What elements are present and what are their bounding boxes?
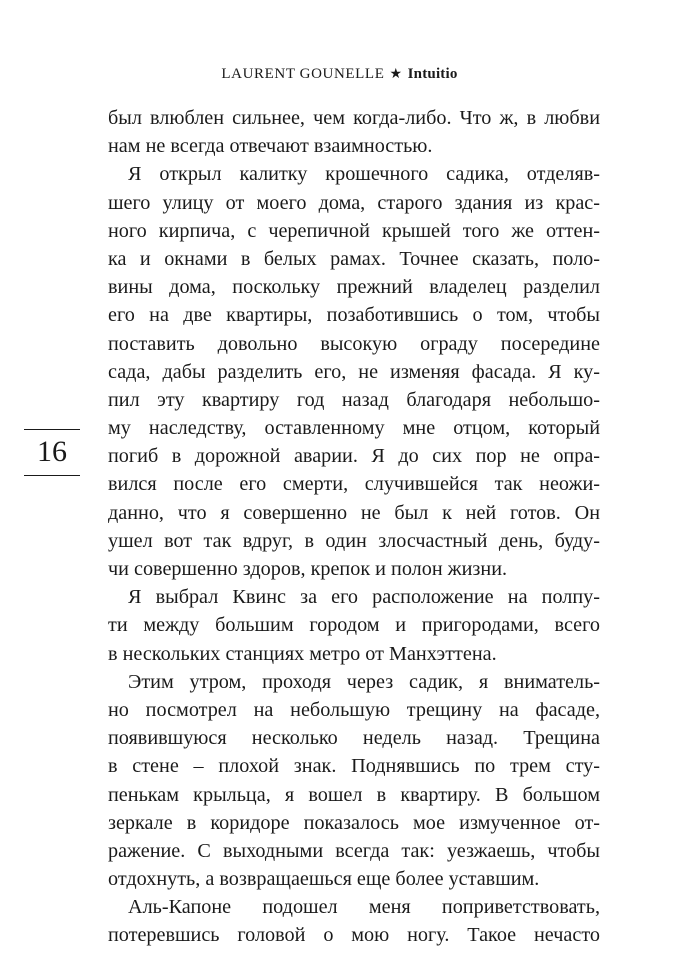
text-line: пил эту квартиру год назад благодаря небольшо- xyxy=(108,388,600,411)
header-author: LAURENT GOUNELLE xyxy=(221,66,385,82)
text-line: ражение. С выходными всегда так: уезжаешь, чтобы xyxy=(108,839,600,862)
text-line: в нескольких станциях метро от Манхэттена. xyxy=(108,642,497,665)
page-number-block xyxy=(24,429,80,476)
running-header xyxy=(0,64,679,85)
text-line: нам не всегда отвечают взаимностью. xyxy=(108,135,433,158)
text-line: поставить довольно высокую ограду посередине xyxy=(108,332,600,355)
text-line: Я выбрал Квинс за его расположение на полпу- xyxy=(128,586,600,609)
page-number-bottom-rule xyxy=(24,475,80,476)
text-line: ного кирпича, с черепичной крышей того же оттен- xyxy=(108,219,600,242)
text-line: ушел вот так вдруг, в один злосчастный день, буду- xyxy=(108,529,600,552)
text-line: чи совершенно здоров, крепок и полон жизни. xyxy=(108,558,508,580)
text-line: ка и окнами в белых рамах. Точнее сказать, поло- xyxy=(108,247,600,270)
text-line: Я открыл калитку крошечного садика, отделяв- xyxy=(128,163,600,186)
text-line: вины дома, поскольку прежний владелец разделил xyxy=(108,276,600,299)
star-separator-icon: ★ xyxy=(389,67,403,82)
text-line: ти между большим городом и пригородами, всего xyxy=(108,614,600,637)
header-book-title: Intuitio xyxy=(407,66,458,82)
text-line: появившуюся несколько недель назад. Трещина xyxy=(108,727,600,750)
text-line: сада, дабы разделить его, не изменяя фасада. Я ку- xyxy=(108,360,600,383)
text-line: вился после его смерти, случившейся так неожи- xyxy=(108,473,600,496)
body-text xyxy=(108,104,600,950)
text-line: шего улицу от моего дома, старого здания из крас- xyxy=(108,191,600,214)
text-line: был влюблен сильнее, чем когда-либо. Что ж, в любви xyxy=(108,107,600,129)
text-line: потеревшись головой о мою ногу. Такое нечасто xyxy=(108,924,600,947)
text-line: его на две квартиры, позаботившись о том, чтобы xyxy=(108,304,600,327)
page-number: 16 xyxy=(37,435,67,468)
text-line: отдохнуть, а возвращаешься еще более уставшим. xyxy=(108,868,540,891)
text-line: но посмотрел на небольшую трещину на фасаде, xyxy=(108,698,600,721)
text-line: данно, что я совершенно не был к ней готов. Он xyxy=(108,501,600,524)
text-line: му наследству, оставленному мне отцом, который xyxy=(108,417,600,440)
text-line: Аль-Капоне подошел меня поприветствовать, xyxy=(128,896,600,919)
text-line: зеркале в коридоре показалось мое измученное от- xyxy=(108,811,600,834)
text-line: в стене – плохой знак. Поднявшись по трем сту- xyxy=(108,755,600,778)
text-line: пенькам крыльца, я вошел в квартиру. В большом xyxy=(108,783,600,806)
text-line: Этим утром, проходя через садик, я вниматель- xyxy=(128,670,600,693)
text-line: погиб в дорожной аварии. Я до сих пор не опра- xyxy=(108,445,600,468)
